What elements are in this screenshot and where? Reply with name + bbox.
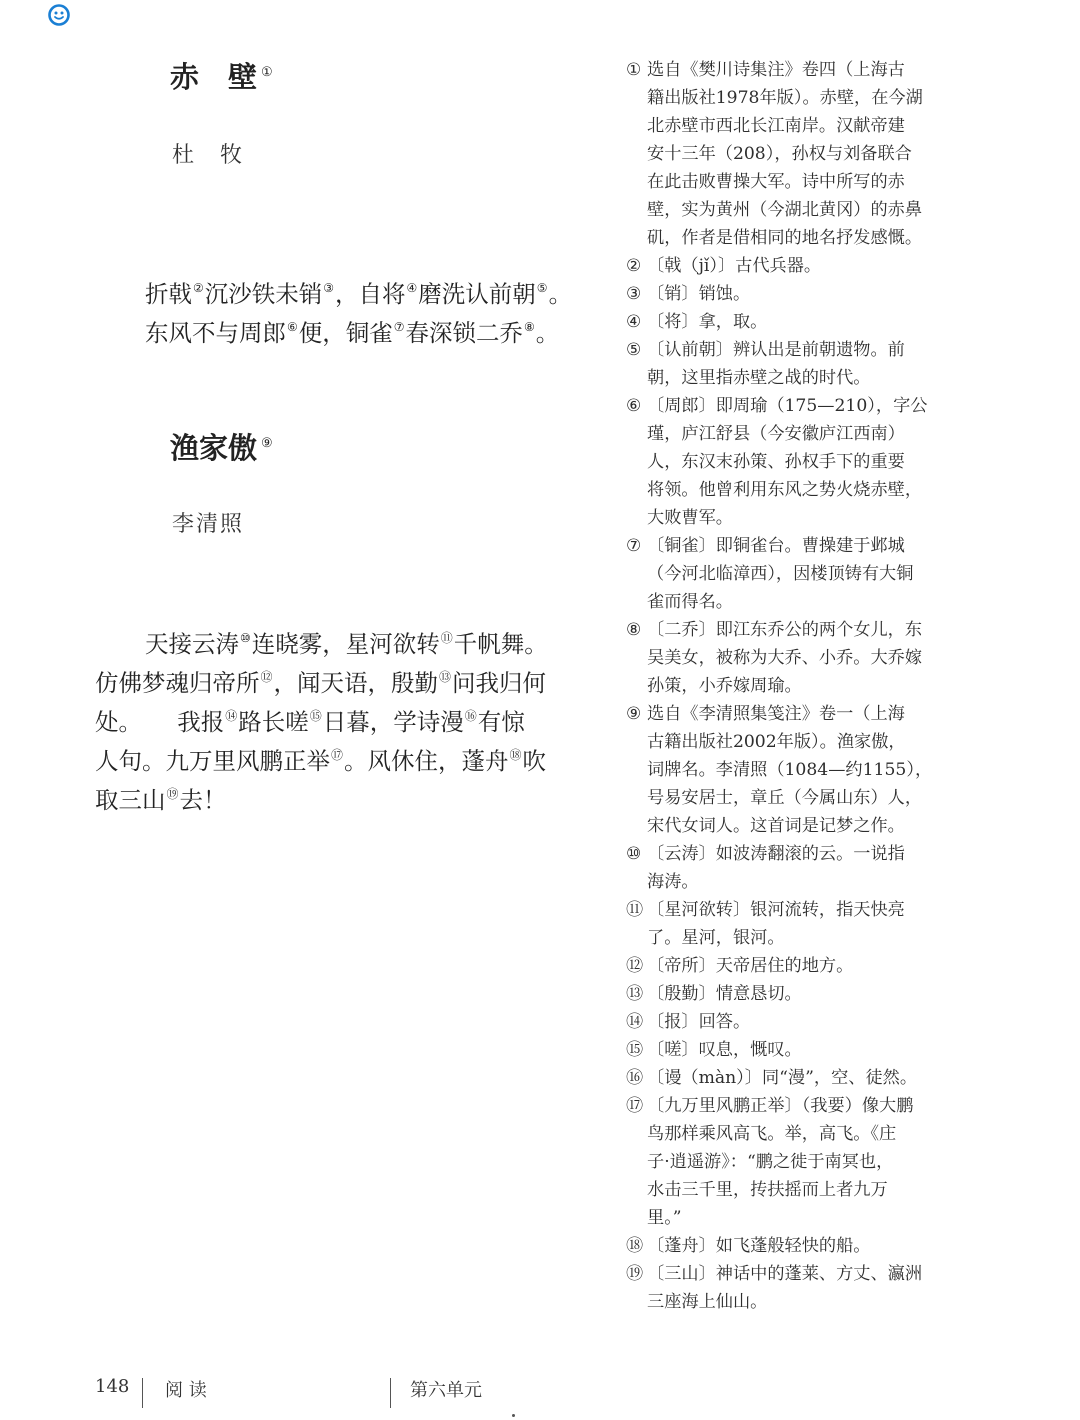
footnote-number: ②	[626, 256, 642, 276]
poem-line	[145, 269, 572, 308]
footer-divider	[142, 1378, 143, 1408]
poem-text: 去！	[179, 786, 227, 814]
footnote-line: 〔蓬舟〕如飞蓬般轻快的船。	[647, 1236, 871, 1256]
footnote-marker[interactable]: ⑦	[393, 320, 405, 334]
poem-line	[145, 308, 572, 347]
footnote-line: 在此击败曹操大军。诗中所写的赤	[647, 172, 905, 192]
footnote-marker[interactable]: ⑰	[331, 748, 344, 762]
poem-text: 仿佛梦魂归帝所	[95, 669, 260, 697]
footnote-item	[626, 1064, 946, 1092]
footnote-number: ⑥	[626, 396, 642, 416]
footnote-number: ④	[626, 312, 642, 332]
footnote-item	[626, 336, 946, 392]
footnote-marker[interactable]: ⑧	[524, 320, 535, 334]
footnote-line: 了。星河，银河。	[647, 928, 785, 948]
footnote-line: 〔认前朝〕辨认出是前朝遗物。前	[647, 340, 905, 360]
footnote-line: 〔帝所〕天帝居住的地方。	[647, 956, 854, 976]
footnote-marker[interactable]: ⑮	[309, 709, 322, 723]
footnote-text	[647, 392, 946, 532]
footnote-line: 〔将〕拿，取。	[647, 312, 768, 332]
footnote-line: 选自《樊川诗集注》卷四（上海古	[647, 60, 905, 80]
footnote-text	[647, 700, 946, 840]
footnote-item	[626, 532, 946, 616]
poem1-title: 赤 壁 ①	[170, 60, 273, 94]
footnote-number: ⑨	[626, 704, 642, 724]
footnote-text	[647, 616, 946, 700]
footnote-line: 〔嗟〕叹息，慨叹。	[647, 1040, 802, 1060]
page-number: 148	[95, 1376, 130, 1397]
poem-text: 问我归何	[452, 669, 547, 697]
footnote-item	[626, 1232, 946, 1260]
footnote-line: 籍出版社1978年版）。赤壁，在今湖	[647, 88, 923, 108]
footnote-marker[interactable]: ⑭	[225, 709, 238, 723]
footnote-number: ⑱	[626, 1236, 644, 1256]
smiley-face-icon[interactable]	[47, 3, 71, 27]
poem-line	[95, 697, 595, 736]
poem-text: ，自将	[335, 280, 406, 308]
footnote-marker[interactable]: ⑬	[439, 670, 452, 684]
footnote-line: 壁，实为黄州（今湖北黄冈）的赤鼻	[647, 200, 923, 220]
footnote-line: 吴美女，被称为大乔、小乔。大乔嫁	[647, 648, 923, 668]
footnote-marker[interactable]: ⑪	[440, 631, 453, 645]
poem-text: 。	[535, 319, 560, 347]
footnote-marker[interactable]: ⑯	[464, 709, 477, 723]
footnote-number: ⑫	[626, 956, 644, 976]
footnote-number: ⑯	[626, 1068, 644, 1088]
poem-text: 东风不与周郎	[145, 319, 286, 347]
footnote-line: 将领。他曾利用东风之势火烧赤壁，	[647, 480, 923, 500]
footnote-text	[647, 336, 946, 392]
footnote-line: 〔云涛〕如波涛翻滚的云。一说指	[647, 844, 905, 864]
footnote-text	[647, 1008, 946, 1036]
footnote-item	[626, 1036, 946, 1064]
footnotes-column	[626, 56, 946, 1316]
footnote-number: ①	[626, 60, 642, 80]
footnote-item	[626, 840, 946, 896]
poem-line	[95, 619, 595, 658]
footnote-line: 〔殷勤〕情意恳切。	[647, 984, 802, 1004]
footnote-number: ⑦	[626, 536, 642, 556]
poem-text: 取三山	[95, 786, 166, 814]
poem1-title-footnote[interactable]: ①	[261, 65, 273, 81]
poem2-title: 渔家傲 ⑨	[170, 431, 273, 465]
poem-text: 路长嗟	[238, 708, 309, 736]
poem-text: 折戟	[145, 280, 192, 308]
footnote-marker[interactable]: ②	[193, 281, 204, 295]
footnote-text	[647, 252, 946, 280]
footnote-line: 〔二乔〕即江东乔公的两个女儿，东	[647, 620, 923, 640]
footnote-text	[647, 1064, 946, 1092]
footnote-line: 里。”	[647, 1208, 682, 1228]
footnote-text	[647, 532, 946, 616]
footnote-line: （今河北临漳西），因楼顶铸有大铜	[647, 564, 914, 584]
footnote-marker[interactable]: ⑲	[166, 787, 179, 801]
footnote-number: ⑭	[626, 1012, 644, 1032]
footnote-item	[626, 980, 946, 1008]
poem-text: 。风休住，蓬舟	[344, 747, 509, 775]
footnote-number: ⑲	[626, 1264, 644, 1284]
poem-line	[95, 775, 595, 814]
poem-text: 磨洗认前朝	[418, 280, 536, 308]
footnote-text	[647, 952, 946, 980]
footnote-item	[626, 952, 946, 980]
footnote-item	[626, 1008, 946, 1036]
poem2-body	[95, 619, 595, 814]
poem-text: 处。 我报	[95, 708, 225, 736]
footnote-line: 海涛。	[647, 872, 699, 892]
poem-text: 人句。九万里风鹏正举	[95, 747, 330, 775]
footnote-line: 孙策，小乔嫁周瑜。	[647, 676, 802, 696]
footnote-marker[interactable]: ④	[406, 281, 418, 295]
footnote-text	[647, 980, 946, 1008]
footnote-text	[647, 1092, 946, 1232]
footnote-text	[647, 308, 946, 336]
poem-text: 有惊	[477, 708, 525, 736]
footnote-line: 朝，这里指赤壁之战的时代。	[647, 368, 871, 388]
footnote-marker[interactable]: ⑫	[260, 670, 273, 684]
footnote-line: 水击三千里，抟扶摇而上者九万	[647, 1180, 888, 1200]
footnote-line: 大败曹军。	[647, 508, 733, 528]
footnote-item	[626, 252, 946, 280]
footnote-item	[626, 700, 946, 840]
footnote-line: 北赤壁市西北长江南岸。汉献帝建	[647, 116, 905, 136]
poem-text: 沉沙铁未销	[204, 280, 323, 308]
footnote-number: ⑧	[626, 620, 642, 640]
footnote-text	[647, 280, 946, 308]
section-label: 阅 读	[165, 1380, 207, 1401]
footnote-number: ⑰	[626, 1096, 644, 1116]
footnote-line: 〔销〕销蚀。	[647, 284, 751, 304]
footnote-text	[647, 1036, 946, 1064]
footnote-number: ⑩	[626, 844, 642, 864]
poem-text: 吹	[522, 747, 547, 775]
footnote-line: 安十三年（208），孙权与刘备联合	[647, 144, 912, 164]
footnote-line: 人，东汉末孙策、孙权手下的重要	[647, 452, 905, 472]
footnote-line: 〔谩（màn）〕同“漫”，空、徒然。	[647, 1068, 918, 1088]
footnote-number: ⑬	[626, 984, 644, 1004]
poem1-author: 杜 牧	[172, 143, 245, 168]
footnote-item	[626, 280, 946, 308]
footnote-line: 词牌名。李清照（1084—约1155），	[647, 760, 933, 780]
poem-text: 千帆舞。	[453, 630, 548, 658]
footnote-number: ③	[626, 284, 642, 304]
poem-text: 春深锁二乔	[405, 319, 524, 347]
footnote-item	[626, 308, 946, 336]
footnote-line: 〔星河欲转〕银河流转，指天快亮	[647, 900, 905, 920]
footnote-line: 〔周郎〕即周瑜（175—210），字公	[647, 396, 928, 416]
footnote-item	[626, 1092, 946, 1232]
footnote-number: ⑪	[626, 900, 644, 920]
footnote-number: ⑤	[626, 340, 642, 360]
footnote-line: 〔戟（jǐ）〕古代兵器。	[647, 256, 822, 276]
poem-line	[95, 658, 595, 697]
poem-text: 天接云涛	[145, 630, 239, 658]
footnote-text	[647, 1260, 946, 1316]
footnote-text	[647, 56, 946, 252]
unit-label: 第六单元	[410, 1380, 482, 1401]
footnote-marker[interactable]: ⑥	[287, 320, 298, 334]
footnote-item	[626, 1260, 946, 1316]
footnote-line: 〔三山〕神话中的蓬莱、方丈、瀛洲	[647, 1264, 923, 1284]
footnote-line: 号易安居士，章丘（今属山东）人，	[647, 788, 923, 808]
footnote-line: 子·逍遥游》：“鹏之徙于南冥也，	[647, 1152, 894, 1172]
footnote-line: 〔报〕回答。	[647, 1012, 751, 1032]
footnote-text	[647, 840, 946, 896]
poem-text: 。	[548, 280, 573, 308]
poem-text: 日暮，学诗漫	[322, 708, 464, 736]
poem1-body	[145, 269, 572, 347]
poem2-title-footnote[interactable]: ⑨	[261, 436, 273, 452]
poem2-author: 李清照	[172, 512, 245, 537]
poem-line	[95, 736, 595, 775]
footnote-text	[647, 1232, 946, 1260]
footnote-item	[626, 392, 946, 532]
footnote-line: 雀而得名。	[647, 592, 733, 612]
footnote-item	[626, 896, 946, 952]
footnote-line: 鸟那样乘风高飞。举，高飞。《庄	[647, 1124, 897, 1144]
poem-text: 便，铜雀	[298, 319, 393, 347]
footnote-line: 三座海上仙山。	[647, 1292, 768, 1312]
footer-dot	[512, 1414, 515, 1417]
footnote-line: 宋代女词人。这首词是记梦之作。	[647, 816, 905, 836]
footnote-line: 瑾，庐江舒县（今安徽庐江西南）	[647, 424, 905, 444]
footer-divider	[390, 1378, 391, 1408]
footnote-text	[647, 896, 946, 952]
footnote-item	[626, 56, 946, 252]
footnote-marker[interactable]: ⑩	[240, 631, 251, 645]
footnote-line: 古籍出版社2002年版）。渔家傲，	[647, 732, 906, 752]
footnote-marker[interactable]: ⑱	[509, 748, 522, 762]
footnote-line: 〔铜雀〕即铜雀台。曹操建于邺城	[647, 536, 905, 556]
footnote-marker[interactable]: ⑤	[536, 281, 548, 295]
footnote-line: 选自《李清照集笺注》卷一（上海	[647, 704, 905, 724]
poem-text: ，闻天语，殷勤	[273, 669, 439, 697]
footnote-marker[interactable]: ③	[323, 281, 335, 295]
footnote-item	[626, 616, 946, 700]
footnote-line: 〔九万里风鹏正举〕（我要）像大鹏	[647, 1096, 914, 1116]
poem-text: 连晓雾，星河欲转	[251, 630, 440, 658]
footnote-number: ⑮	[626, 1040, 644, 1060]
footnote-line: 矶，作者是借相同的地名抒发感慨。	[647, 228, 923, 248]
